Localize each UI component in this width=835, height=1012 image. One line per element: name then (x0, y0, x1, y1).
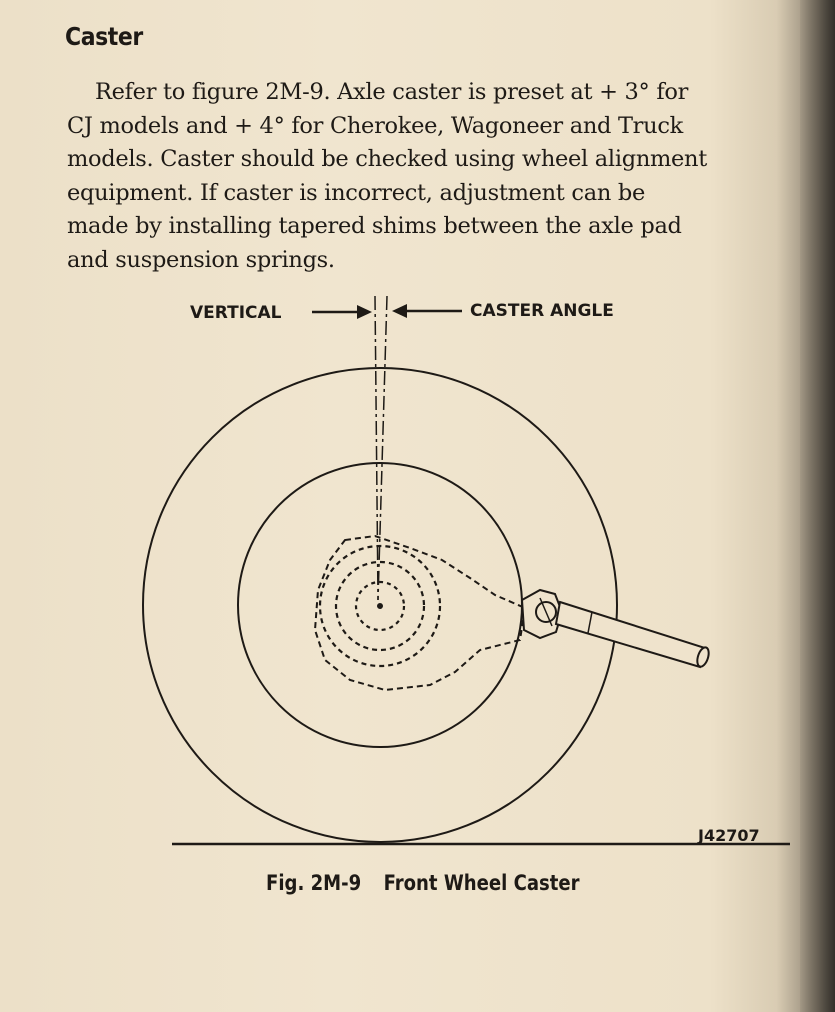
paragraph-line: and suspension springs. (67, 246, 335, 273)
paragraph-line: equipment. If caster is incorrect, adjustment can be (67, 179, 645, 206)
caster-angle-label: CASTER ANGLE (470, 301, 614, 321)
caption-number: Fig. 2M-9 (266, 871, 362, 895)
steering-knuckle-outline (315, 536, 525, 690)
tie-rod (556, 602, 711, 668)
caption-title: Front Wheel Caster (383, 871, 580, 895)
caster-angle-arrowhead (392, 304, 407, 318)
tie-rod-end (522, 590, 562, 638)
figure-code: J42707 (698, 826, 760, 845)
vertical-reference-line (375, 296, 378, 600)
paragraph-line: Refer to figure 2M-9. Axle caster is preset at + 3° for (95, 79, 689, 105)
section-title: Caster (65, 22, 143, 51)
vertical-label: VERTICAL (190, 303, 282, 323)
figure-caption (266, 871, 580, 895)
caster-angle-line (378, 296, 387, 600)
paragraph-line: models. Caster should be checked using wheel alignment (67, 146, 707, 172)
paragraph-line: made by installing tapered shims between the axle pad (67, 213, 682, 239)
vertical-arrowhead (357, 305, 372, 319)
axle-center (377, 603, 383, 609)
paragraph-line: CJ models and + 4° for Cherokee, Wagoneer and Truck (67, 112, 683, 139)
page-binding-shadow (800, 0, 835, 1012)
